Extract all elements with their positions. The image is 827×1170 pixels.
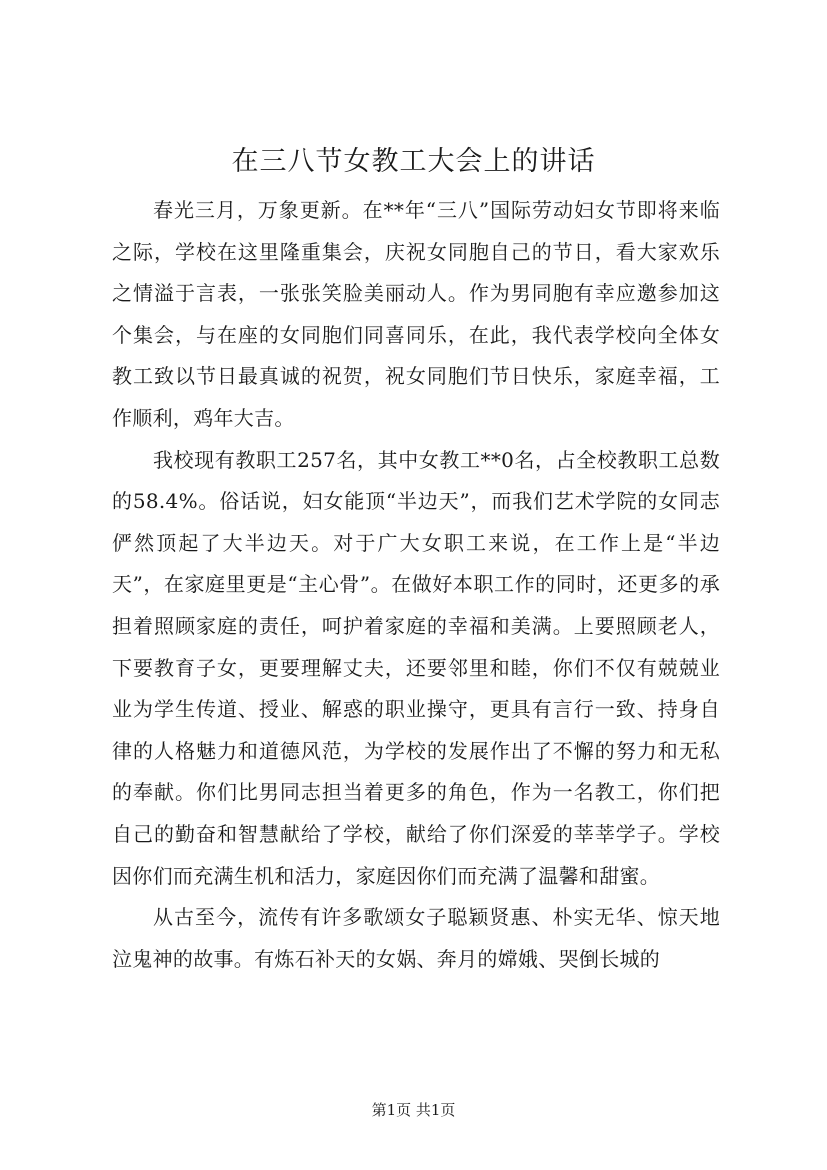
page-number-footer: 第1页 共1页 xyxy=(371,1101,456,1119)
document-title: 在三八节女教工大会上的讲话 xyxy=(231,146,596,177)
paragraph-3: 从古至今，流传有许多歌颂女子聪颖贤惠、朴实无华、惊天地泣鬼神的故事。有炼石补天的女娲、奔月的嫦娥、哭倒长城的 xyxy=(112,905,720,971)
paragraph-1: 春光三月，万象更新。在**年“三八”国际劳动妇女节即将来临之际，学校在这里隆重集会，庆祝女同胞自己的节日，看大家欢乐之情溢于言表，一张张笑脸美丽动人。作为男同胞有幸应邀参加这个集会，与在座的女同胞们同喜同乐，在此，我代表学校向全体女教工致以节日最真诚的祝贺，祝女同胞们节日快乐，家庭幸福，工作顺利，鸡年大吉。 xyxy=(112,198,720,430)
document-body xyxy=(112,190,720,980)
paragraph-2: 我校现有教职工257名，其中女教工**0名，占全校教职工总数的58.4%。俗话说，妇女能顶“半边天”，而我们艺术学院的女同志俨然顶起了大半边天。对于广大女职工来说，在工作上是“半边天”，在家庭里更是“主心骨”。在做好本职工作的同时，还更多的承担着照顾家庭的责任，呵护着家庭的幸福和美满。上要照顾老人，下要教育子女，更要理解丈夫，还要邻里和睦，你们不仅有兢兢业业为学生传道、授业、解惑的职业操守，更具有言行一致、持身自律的人格魅力和道德风范，为学校的发展作出了不懈的努力和无私的奉献。你们比男同志担当着更多的角色，作为一名教工，你们把自己的勤奋和智慧献给了学校，献给了你们深爱的莘莘学子。学校因你们而充满生机和活力，家庭因你们而充满了温馨和甜蜜。 xyxy=(112,447,720,888)
